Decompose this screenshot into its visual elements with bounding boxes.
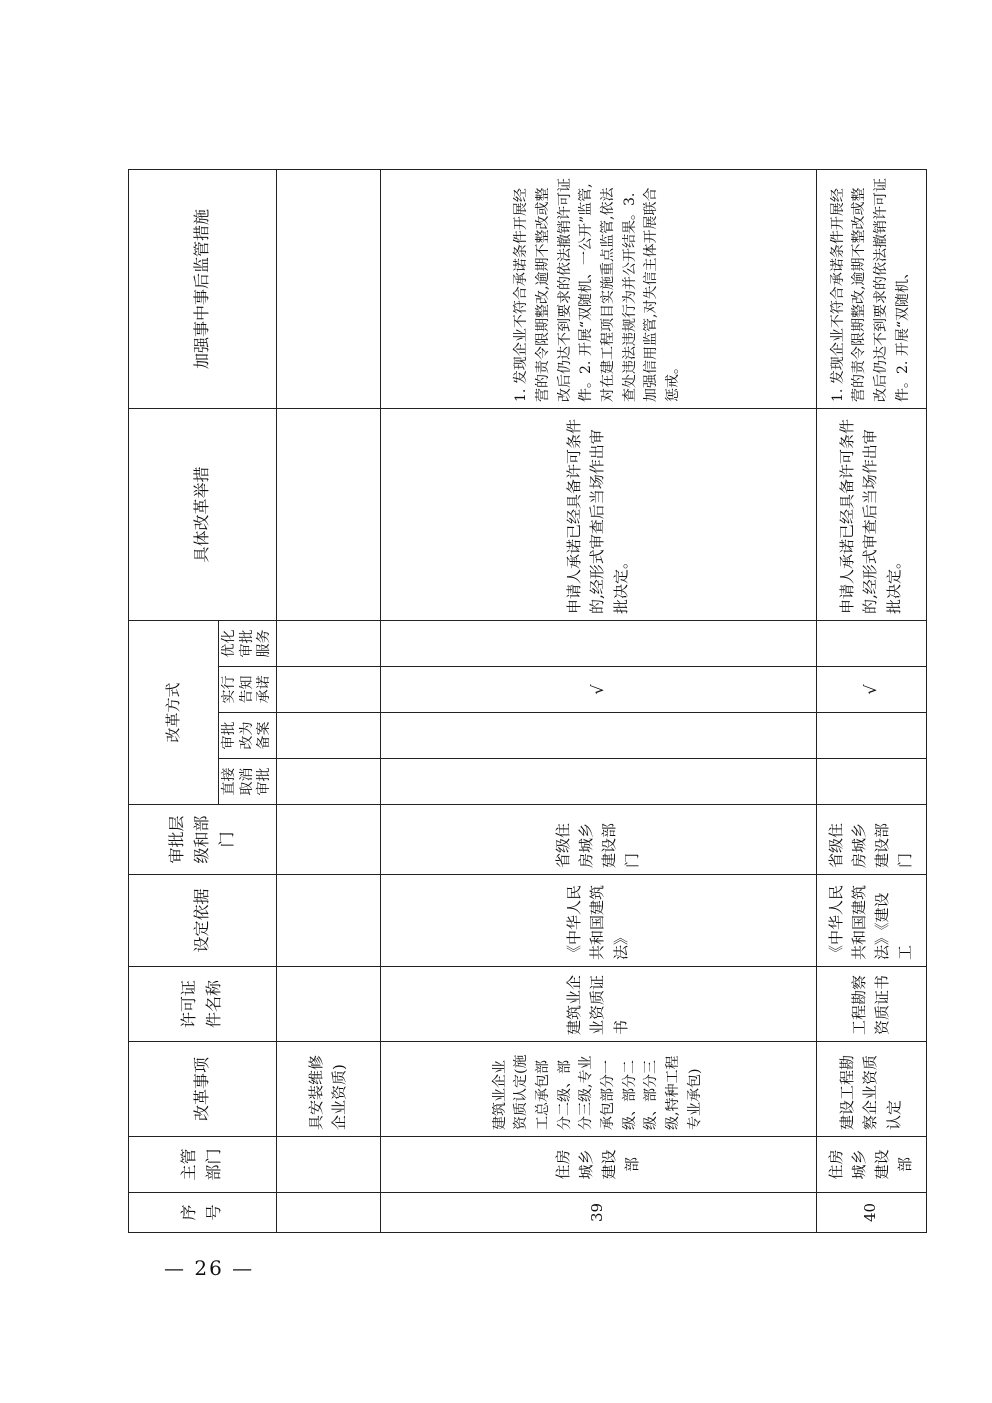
cell-measures: 申请人承诺已经具备许可条件的,经形式审查后当场作出审批决定。 [816,408,926,620]
cell-basis: 《中华人民共和国建筑法》《建设工 [816,875,926,967]
header-measures: 具体改革举措 [129,408,277,620]
cell-record [276,713,380,759]
cell-item: 建设工程勘察企业资质认定 [816,1042,926,1137]
cell-license: 建筑业企业资质证书 [380,967,816,1042]
cell-basis [276,875,380,967]
table-row [276,169,380,1232]
header-reform-optimize: 优化审批服务 [219,620,277,666]
rotated-table [128,170,915,1233]
cell-notify: √ [816,667,926,713]
reform-table [128,169,927,1233]
cell-seq: 39 [380,1193,816,1233]
cell-license: 工程勘察资质证书 [816,967,926,1042]
header-level: 审批层级和部门 [129,805,277,875]
header-seq: 序号 [129,1193,277,1233]
cell-dept [276,1137,380,1193]
header-reform-notify: 实行告知承诺 [219,667,277,713]
cell-seq: 40 [816,1193,926,1233]
cell-basis: 《中华人民共和国建筑法》 [380,875,816,967]
cell-supervision [276,169,380,408]
cell-level: 省级住房城乡建设部门 [380,805,816,875]
cell-cancel [816,759,926,805]
cell-optimize [816,620,926,666]
cell-optimize [380,620,816,666]
cell-license [276,967,380,1042]
cell-measures [276,408,380,620]
cell-dept: 住房城乡建设部 [380,1137,816,1193]
header-reform-record: 审批改为备案 [219,713,277,759]
page-number: — 26 — [164,1256,255,1280]
cell-optimize [276,620,380,666]
header-item: 改革事项 [129,1042,277,1137]
header-dept: 主管部门 [129,1137,277,1193]
cell-cancel [276,759,380,805]
cell-item: 具安装维修企业资质) [276,1042,380,1137]
cell-level: 省级住房城乡建设部门 [816,805,926,875]
cell-item: 建筑业企业资质认定(施工总承包部分二级、部分三级,专业承包部分一级、部分二级、部分三级,特种工程专业承包) [380,1042,816,1137]
rotated-table-container [128,170,915,1233]
cell-measures: 申请人承诺已经具备许可条件的,经形式审查后当场作出审批决定。 [380,408,816,620]
cell-dept: 住房城乡建设部 [816,1137,926,1193]
header-reform-cancel: 直接取消审批 [219,759,277,805]
cell-record [380,713,816,759]
header-license: 许可证件名称 [129,967,277,1042]
cell-seq [276,1193,380,1233]
cell-supervision: 1. 发现企业不符合承诺条件开展经营的责令限期整改,逾期不整改或整改后仍达不到要求的依法撤销许可证件。2. 开展“双随机、 [816,169,926,408]
cell-supervision: 1. 发现企业不符合承诺条件开展经营的责令限期整改,逾期不整改或整改后仍达不到要求的依法撤销许可证件。2. 开展“双随机、一公开”监管,对在建工程项目实施重点监管,依法查处违法违规行为并公开结果。3. 加强信用监管,对失信主体开展联合惩戒。 [380,169,816,408]
cell-record [816,713,926,759]
cell-cancel [380,759,816,805]
cell-notify [276,667,380,713]
header-basis: 设定依据 [129,875,277,967]
table-row [380,169,816,1232]
header-reform-group: 改革方式 [129,620,219,804]
header-supervision: 加强事中事后监管措施 [129,169,277,408]
table-row [816,169,926,1232]
cell-level [276,805,380,875]
cell-notify: √ [380,667,816,713]
